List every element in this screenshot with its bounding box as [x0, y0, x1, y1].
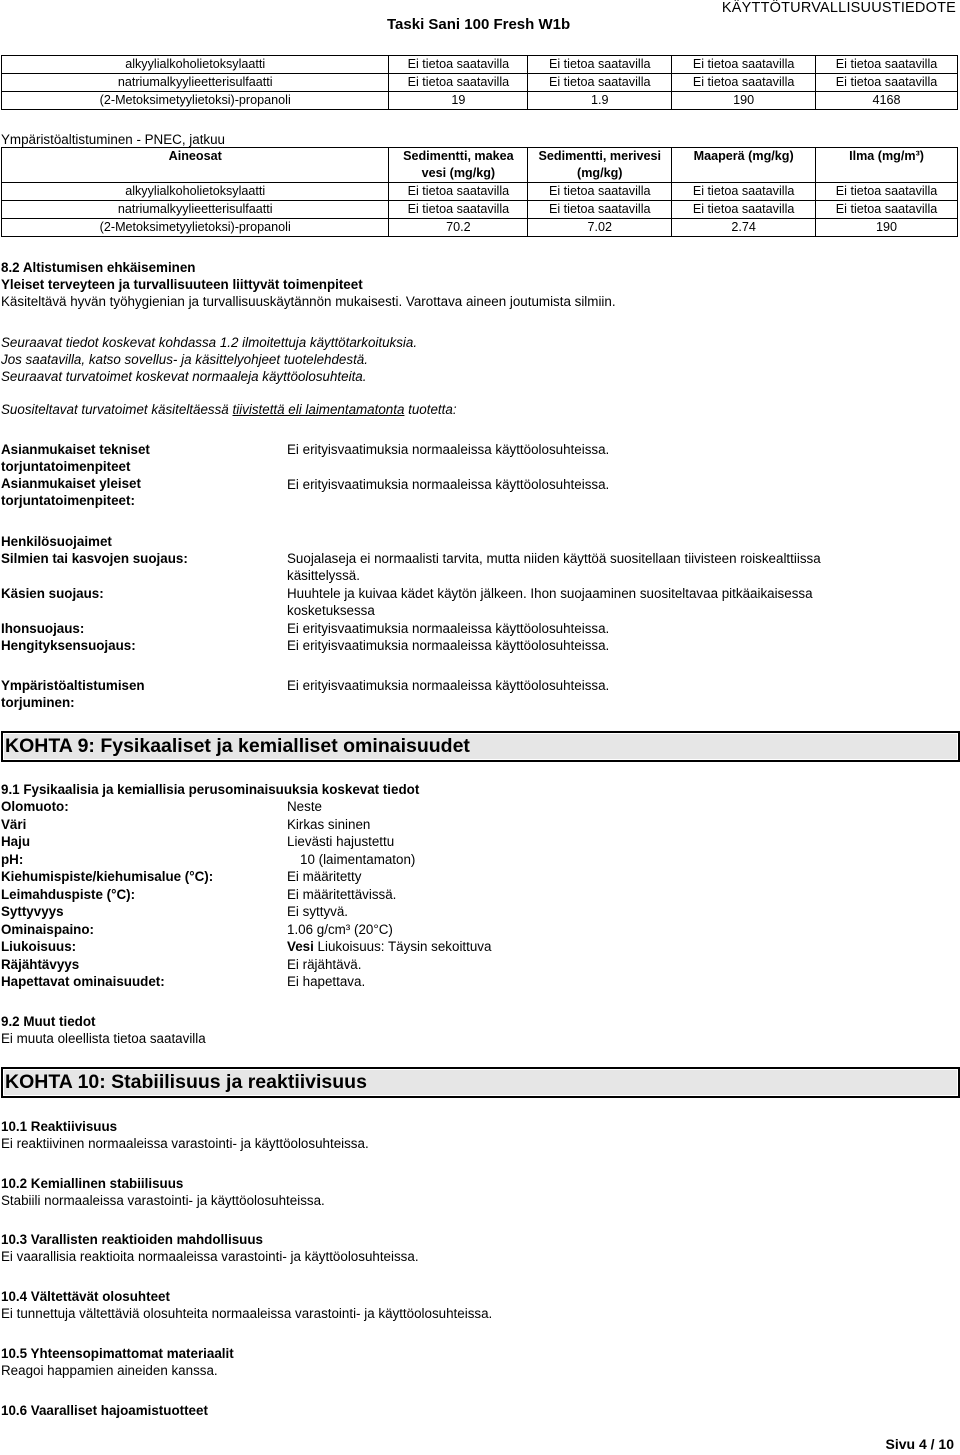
- column-header: Maaperä (mg/kg): [672, 148, 816, 183]
- subsection-body: Ei reaktiivinen normaaleissa varastointi- ja käyttöolosuhteissa.: [1, 1136, 369, 1151]
- property-label: Hapettavat ominaisuudet:: [1, 974, 165, 989]
- text: Liukoisuus: Täysin sekoittuva: [313, 939, 492, 954]
- label: Käsien suojaus:: [1, 586, 104, 601]
- table-cell: Ei tietoa saatavilla: [672, 74, 816, 92]
- label: Ympäristöaltistumisen: [1, 678, 145, 693]
- table-cell: 7.02: [528, 219, 672, 237]
- property-label: Olomuoto:: [1, 799, 69, 814]
- table-cell: 190: [672, 92, 816, 110]
- table-row: [2, 56, 958, 74]
- document-type: KÄYTTÖTURVALLISUUSTIEDOTE: [721, 0, 956, 16]
- property-label: Kiehumispiste/kiehumisalue (°C):: [1, 869, 214, 884]
- subsection-title: 10.3 Varallisten reaktioiden mahdollisuus: [1, 1232, 263, 1247]
- underlined-text: tiivistettä eli laimentamatonta: [232, 402, 405, 417]
- property-label: Leimahduspiste (°C):: [1, 887, 136, 902]
- italic-note-recommended: [1, 401, 457, 418]
- subsection-body: Ei vaarallisia reaktioita normaaleissa varastointi- ja käyttöolosuhteissa.: [1, 1249, 419, 1264]
- table-cell: 1.9: [528, 92, 672, 110]
- column-header: Aineosat: [2, 148, 389, 183]
- italic-note: Seuraavat tiedot koskevat kohdassa 1.2 ilmoitettuja käyttötarkoituksia.: [1, 335, 418, 350]
- text: Suositeltavat turvatoimet käsiteltäessä: [1, 402, 233, 417]
- table-row: [2, 92, 958, 110]
- table-cell: 190: [816, 219, 958, 237]
- section-9-heading: KOHTA 9: Fysikaaliset ja kemialliset ominaisuudet: [1, 731, 960, 762]
- subsection-title: 10.5 Yhteensopimattomat materiaalit: [1, 1346, 234, 1361]
- section-8-2-subtitle: Yleiset terveyteen ja turvallisuuteen liittyvät toimenpiteet: [1, 277, 363, 292]
- subsection-body: Stabiili normaaleissa varastointi- ja käyttöolosuhteissa.: [1, 1193, 325, 1208]
- property-label: Haju: [1, 834, 31, 849]
- value: Ei erityisvaatimuksia normaaleissa käyttöolosuhteissa.: [287, 442, 610, 457]
- label: Ihonsuojaus:: [1, 621, 85, 636]
- table-cell: Ei tietoa saatavilla: [389, 56, 528, 74]
- property-label: Liukoisuus:: [1, 939, 77, 954]
- value: käsittelyssä.: [287, 568, 360, 583]
- subsection-title: 10.4 Vältettävät olosuhteet: [1, 1289, 170, 1304]
- page-number: Sivu 4 / 10: [885, 1436, 954, 1452]
- table-cell: 19: [389, 92, 528, 110]
- property-label: Räjähtävyys: [1, 957, 80, 972]
- value: kosketuksessa: [287, 603, 375, 618]
- value: Ei erityisvaatimuksia normaaleissa käyttöolosuhteissa.: [287, 621, 610, 636]
- italic-note: Jos saatavilla, katso sovellus- ja käsittelyohjeet tuotelehdestä.: [1, 352, 368, 367]
- table-cell: Ei tietoa saatavilla: [528, 56, 672, 74]
- subsection-9-2-title: 9.2 Muut tiedot: [1, 1014, 96, 1029]
- table-header-row: [2, 148, 958, 183]
- table-row: [2, 183, 958, 201]
- property-label: Väri: [1, 817, 27, 832]
- column-header: Sedimentti, makea vesi (mg/kg): [389, 148, 528, 183]
- table-cell: Ei tietoa saatavilla: [672, 183, 816, 201]
- property-value: Ei räjähtävä.: [287, 957, 362, 972]
- table-cell: Ei tietoa saatavilla: [389, 201, 528, 219]
- property-label: Syttyvyys: [1, 904, 64, 919]
- table-row: [2, 219, 958, 237]
- property-value: Ei määritetty: [287, 869, 362, 884]
- table-cell: Ei tietoa saatavilla: [528, 183, 672, 201]
- column-header: Ilma (mg/m³): [816, 148, 958, 183]
- table-cell: 70.2: [389, 219, 528, 237]
- table-row: [2, 74, 958, 92]
- value: Suojalaseja ei normaalisti tarvita, mutta niiden käyttöä suositellaan tiivisteen roiskealttiissa: [287, 551, 821, 566]
- section-8-2-title: 8.2 Altistumisen ehkäiseminen: [1, 260, 196, 275]
- property-value: 1.06 g/cm³ (20°C): [287, 922, 393, 937]
- solvent-name: Vesi: [287, 939, 314, 954]
- label: Silmien tai kasvojen suojaus:: [1, 551, 188, 566]
- value: Ei erityisvaatimuksia normaaleissa käyttöolosuhteissa.: [287, 638, 610, 653]
- property-label: pH:: [1, 852, 24, 867]
- pnec-table-part1: [1, 55, 958, 110]
- italic-note: Seuraavat turvatoimet koskevat normaaleja käyttöolosuhteita.: [1, 369, 367, 384]
- label: torjuminen:: [1, 695, 75, 710]
- label: torjuntatoimenpiteet: [1, 459, 131, 474]
- subsection-title: 10.6 Vaaralliset hajoamistuotteet: [1, 1403, 208, 1418]
- table-cell: Ei tietoa saatavilla: [816, 183, 958, 201]
- text: tuotetta:: [404, 402, 457, 417]
- subsection-title: 10.1 Reaktiivisuus: [1, 1119, 118, 1134]
- table-caption: Ympäristöaltistuminen - PNEC, jatkuu: [1, 132, 226, 147]
- property-value: Lievästi hajustettu: [287, 834, 395, 849]
- table-row: [2, 201, 958, 219]
- table-cell: Ei tietoa saatavilla: [528, 74, 672, 92]
- table-cell: alkyylialkoholietoksylaatti: [2, 56, 389, 74]
- subsection-9-2-body: Ei muuta oleellista tietoa saatavilla: [1, 1031, 206, 1046]
- value: Ei erityisvaatimuksia normaaleissa käyttöolosuhteissa.: [287, 678, 610, 693]
- table-cell: Ei tietoa saatavilla: [672, 201, 816, 219]
- value: Huuhtele ja kuivaa kädet käytön jälkeen. Ihon suojaaminen suositeltavaa pitkäaikaisessa: [287, 586, 813, 601]
- table-cell: 2.74: [672, 219, 816, 237]
- subsection-body: Ei tunnettuja vältettäviä olosuhteita normaaleissa varastointi- ja käyttöolosuhteissa.: [1, 1306, 493, 1321]
- table-cell: Ei tietoa saatavilla: [389, 183, 528, 201]
- label: Hengityksensuojaus:: [1, 638, 136, 653]
- table-cell: Ei tietoa saatavilla: [528, 201, 672, 219]
- section-10-heading: KOHTA 10: Stabiilisuus ja reaktiivisuus: [1, 1067, 960, 1098]
- label: Henkilösuojaimet: [1, 534, 112, 549]
- table-cell: (2-Metoksimetyylietoksi)-propanoli: [2, 219, 389, 237]
- property-value: [287, 938, 491, 955]
- subsection-title: 10.2 Kemiallinen stabiilisuus: [1, 1176, 184, 1191]
- value: Ei erityisvaatimuksia normaaleissa käyttöolosuhteissa.: [287, 477, 610, 492]
- table-cell: Ei tietoa saatavilla: [672, 56, 816, 74]
- property-value: Neste: [287, 799, 322, 814]
- product-name: Taski Sani 100 Fresh W1b: [387, 16, 571, 33]
- table-cell: Ei tietoa saatavilla: [816, 74, 958, 92]
- table-cell: 4168: [816, 92, 958, 110]
- pnec-table-part2: [1, 147, 958, 237]
- table-cell: natriumalkyylieetterisulfaatti: [2, 74, 389, 92]
- property-value: Ei syttyvä.: [287, 904, 349, 919]
- label: torjuntatoimenpiteet:: [1, 493, 135, 508]
- label: Asianmukaiset yleiset: [1, 476, 141, 491]
- property-label: Ominaispaino:: [1, 922, 95, 937]
- subsection-body: Reagoi happamien aineiden kanssa.: [1, 1363, 218, 1378]
- label: Asianmukaiset tekniset: [1, 442, 150, 457]
- table-cell: Ei tietoa saatavilla: [816, 201, 958, 219]
- section-8-2-body: Käsiteltävä hyvän työhygienian ja turvallisuuskäytännön mukaisesti. Varottava aineen joutumista silmiin.: [1, 294, 616, 309]
- table-cell: natriumalkyylieetterisulfaatti: [2, 201, 389, 219]
- table-cell: alkyylialkoholietoksylaatti: [2, 183, 389, 201]
- subsection-9-1-title: 9.1 Fysikaalisia ja kemiallisia perusominaisuuksia koskevat tiedot: [1, 782, 420, 797]
- table-cell: Ei tietoa saatavilla: [389, 74, 528, 92]
- table-cell: Ei tietoa saatavilla: [816, 56, 958, 74]
- property-value: Ei määritettävissä.: [287, 887, 397, 902]
- table-cell: (2-Metoksimetyylietoksi)-propanoli: [2, 92, 389, 110]
- property-value: Kirkas sininen: [287, 817, 371, 832]
- property-value: 10 (laimentamaton): [300, 852, 416, 867]
- property-value: Ei hapettava.: [287, 974, 366, 989]
- column-header: Sedimentti, merivesi (mg/kg): [528, 148, 672, 183]
